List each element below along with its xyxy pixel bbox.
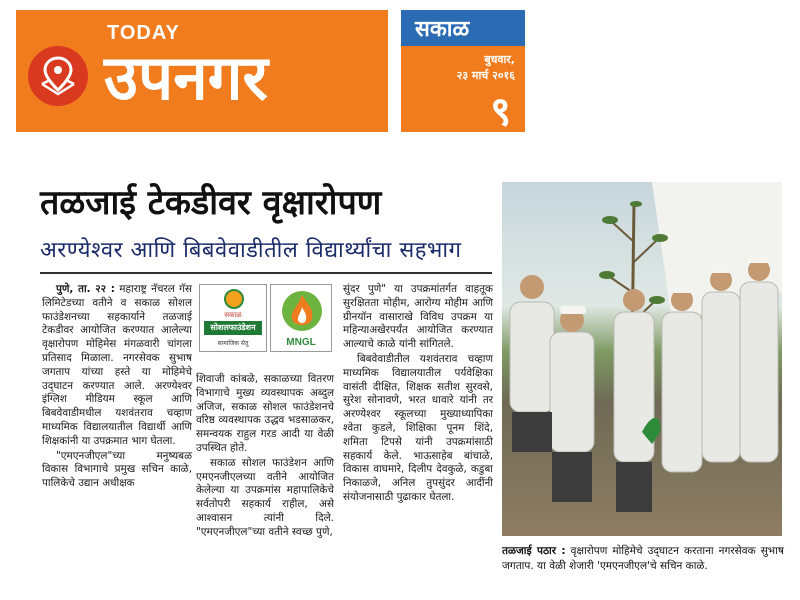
- issue-date: २३ मार्च २०१६: [456, 69, 515, 82]
- newspaper-brand: सकाळ: [415, 17, 470, 42]
- sakal-social-foundation-logo: [199, 284, 267, 352]
- masthead-kicker: TODAY: [107, 22, 180, 44]
- headline-divider: [40, 272, 492, 274]
- event-photo: [502, 182, 782, 536]
- page-info-box: [401, 10, 525, 135]
- sun-emblem-icon: [224, 289, 244, 309]
- mngl-logo: [270, 284, 332, 352]
- logo-name-band: सोशलफाउंडेशन: [204, 321, 262, 335]
- article-paragraph: बिबवेवाडीतील यशवंतराव चव्हाण माध्यमिक विद्यालयातील पर्यवेक्षिका वासंती दीक्षित, शिक्षक सतीश सुरवसे, सुरेश सोनावणे, भरत धावारे यांनी तर अरण्येश्वर स्कूलच्या मुख्याध्यापिका श्‍वेता कुडले, शिक्षिका पूनम शिंदे, शमिता टिपसे यांनी उपक्रमांसाठी सहकार्य केले. भाऊसाहेब बांचाळे, विकास वाघमारे, दिलीप देवकुळे, कडुबा निकाळजे, अनिल तुपसुंदर आदींनी संयोजनासाठी पुढाकार घेतला.: [343, 352, 493, 503]
- article-headline: तळजाई टेकडीवर वृक्षारोपण: [40, 183, 382, 223]
- article-paragraph: सकाळ सोशल फाउंडेशन आणि एमएनजीएलच्या वतीने आयोजित केलेल्या या उपक्रमांस महापालिकेचे सर्वतोपरी सहकार्य राहील, असे आश्वासन त्यांनी दिले. "एमएनजीएल"च्या वतीने स्वच्छ पुणे,: [196, 456, 334, 538]
- article-paragraph: [42, 283, 192, 449]
- article-paragraph: शिवाजी कांबळे, सकाळच्या वितरण विभागाचे मुख्य व्यवस्थापक अब्दुल अजिज, सकाळ सोशल फाउंडेशनचे वरिष्ठ व्यवस्थापक उद्धव भडसाळकर, समन्वयक राहुल गरड आदी या वेळी उपस्थित होते.: [196, 373, 334, 454]
- caption-place: तळजाई पठार :: [502, 545, 566, 557]
- caption-text: वृक्षारोपण मोहिमेचे उद्‍घाटन करताना नगरसेवक सुभाष जगताप. या वेळी शेजारी 'एमएनजीएल'चे सचिन काळे.: [502, 545, 784, 572]
- paragraph-text: महाराष्ट्र नॅचरल गॅस लिमिटेडच्या वतीने व सकाळ सोशल फाउंडेशनच्या सहकार्याने तळजाई टेकडीवर आयोजित करण्यात आलेल्या वृक्षारोपण मोहिमेस मंगळवारी चांगला प्रतिसाद मिळाला. नगरसेवक सुभाष जगताप यांच्या हस्ते या मोहिमेचे उद्‍घाटन करण्यात आले. अरण्येश्वर इंग्लिश मीडियम स्कूल आणि बिबवेवाडीमधील यशवंतराव चव्हाण माध्यमिक विद्यालयातील विद्यार्थी आणि शिक्षकांनी या उपक्रमात भाग घेतला.: [42, 283, 192, 447]
- logo-tagline: सामाजिक सेतू: [217, 340, 249, 347]
- article-paragraph: सुंदर पुणे" या उपक्रमांतर्गत वाहतूक सुरक्षितता मोहीम, आरोग्य मोहीम आणि ग्रीनयॉन वासाराखे विविध उपक्रम या महिन्याअखेरपर्यंत आयोजित करण्यात आल्याचे काळे यांनी सांगितले.: [343, 283, 493, 351]
- brand-band: [401, 10, 525, 46]
- article-column-3: [343, 283, 493, 506]
- article-dateline: पुणे, ता. २२ :: [56, 283, 115, 295]
- issue-day: बुधवार,: [484, 53, 515, 66]
- page-number: ९: [490, 89, 511, 135]
- map-pin-icon: [38, 54, 78, 98]
- flame-icon: [280, 289, 324, 335]
- location-pin-logo: [28, 46, 88, 106]
- article-column-2: [196, 373, 334, 541]
- article-subheadline: अरण्येश्वर आणि बिबवेवाडीतील विद्यार्थ्यांचा सहभाग: [40, 238, 462, 263]
- mngl-wordmark: MNGL: [286, 337, 316, 348]
- logo-top-text: सकाळ: [224, 311, 242, 319]
- article-paragraph: "एमएनजीएल"च्या मनुष्यबळ विकास विभागाचे प्रमुख सचिन काळे, पालिकेचे उद्यान अधीक्षक: [42, 449, 192, 490]
- section-title: उपनगर: [104, 41, 268, 114]
- photo-caption: [502, 544, 784, 574]
- section-masthead: [16, 10, 388, 132]
- tree-planting-illustration: [502, 182, 782, 536]
- article-column-1: [42, 283, 192, 492]
